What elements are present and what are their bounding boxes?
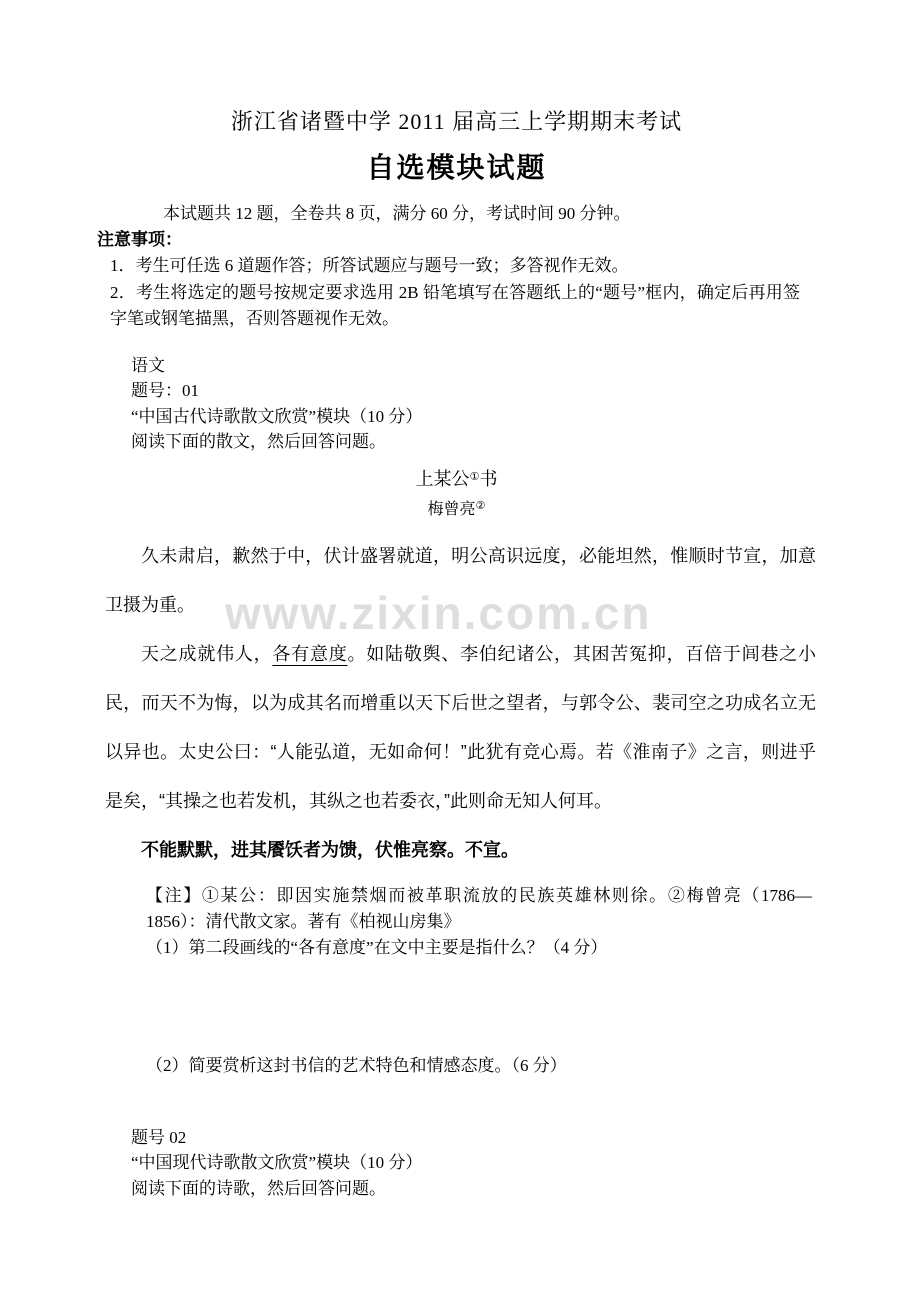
notice-heading: 注意事项： xyxy=(97,230,182,249)
footnote-block: 【注】①某公：即因实施禁烟而被革职流放的民族英雄林则徐。②梅曾亮（1786—1856）：清代散文家。著有《柏视山房集》 xyxy=(146,885,812,931)
question-02-instruction: 阅读下面的诗歌，然后回答问题。 xyxy=(131,1178,386,1198)
essay-body xyxy=(97,532,816,875)
notice-item-2: 2．考生将选定的题号按规定要求选用 2B 铅笔填写在答题纸上的“题号”框内，确定后再用签字笔或钢笔描黑，否则答题视作无效。 xyxy=(110,282,800,328)
exam-subtitle: 自选模块试题 xyxy=(366,152,547,183)
sub-question-2: （2）简要赏析这封书信的艺术特色和情感态度。（6 分） xyxy=(146,1055,567,1075)
essay-title-suffix: 书 xyxy=(479,468,498,489)
question-02-module: “中国现代诗歌散文欣赏”模块（10 分） xyxy=(131,1153,423,1172)
essay-paragraph-1: 久未肃启，歉然于中，伏计盛署就道，明公高识远度，必能坦然，惟顺时节宣，加意卫摄为重。 xyxy=(105,545,816,615)
paragraph-2-segment-before: 天之成就伟人， xyxy=(141,643,273,664)
site-watermark: www.zixin.com.cn xyxy=(225,587,652,639)
question-01-module: “中国古代诗歌散文欣赏”模块（10 分） xyxy=(131,406,423,426)
question-01-number: 题号：01 xyxy=(131,381,199,400)
question-02-number: 题号 02 xyxy=(131,1127,187,1147)
essay-paragraph-2 xyxy=(105,630,816,826)
notice-item-1: 1．考生可任选 6 道题作答；所答试题应与题号一致；多答视作无效。 xyxy=(110,256,629,275)
essay-author xyxy=(97,500,816,520)
essay-paragraph-3: 不能默默，进其餍饫者为馈，伏惟亮察。不宣。 xyxy=(141,839,519,860)
essay-author-note-mark: ② xyxy=(475,499,486,512)
essay-author-name: 梅曾亮 xyxy=(427,500,476,518)
exam-summary-line: 本试题共 12 题，全卷共 8 页，满分 60 分，考试时间 90 分钟。 xyxy=(163,204,631,223)
essay-title-note-mark: ① xyxy=(469,470,480,483)
essay-title-text: 上某公 xyxy=(415,468,470,489)
question-02-header xyxy=(131,1125,816,1202)
question-01-header xyxy=(131,353,816,455)
paragraph-2-underlined-phrase: 各有意度 xyxy=(272,643,348,664)
sub-question-1: （1）第二段画线的“各有意度”在文中主要是指什么？（4 分） xyxy=(146,937,608,957)
exam-title: 浙江省诸暨中学 2011 届高三上学期期末考试 xyxy=(230,109,683,134)
subject-label: 语文 xyxy=(131,355,165,375)
paragraph-2-segment-after: 。如陆敬舆、李伯纪诸公，其困苦冤抑，百倍于闾巷之小民，而天不为悔，以为成其名而增重以天下后世之望者，与郭令公、裴司空之功成名立无以异也。太史公曰：“人能弘道，无如命何！”此犹有竞心焉。若《淮南子》之言，则进乎是矣，“其操之也若发机，其纵之也若委衣，”此则命无知人何耳。 xyxy=(105,643,817,811)
question-01-instruction: 阅读下面的散文，然后回答问题。 xyxy=(131,432,386,451)
essay-title xyxy=(97,468,816,490)
